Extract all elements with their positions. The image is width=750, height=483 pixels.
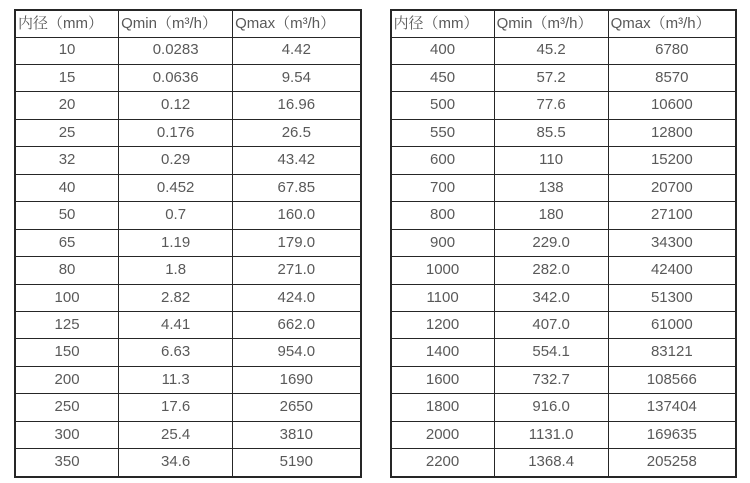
table-cell: 1000 — [391, 257, 495, 284]
table-cell: 9.54 — [233, 64, 361, 91]
table-cell: 137404 — [608, 394, 736, 421]
table-cell: 4.41 — [119, 312, 233, 339]
table-row — [391, 339, 737, 366]
table-cell: 1.8 — [119, 257, 233, 284]
table-cell: 1.19 — [119, 229, 233, 256]
table-cell: 25.4 — [119, 421, 233, 448]
table-cell: 1690 — [233, 366, 361, 393]
table-row — [15, 37, 361, 64]
table-row — [15, 421, 361, 448]
table-row — [391, 284, 737, 311]
table-cell: 1400 — [391, 339, 495, 366]
table-cell: 5190 — [233, 449, 361, 477]
table-row — [391, 421, 737, 448]
table-cell: 100 — [15, 284, 119, 311]
table-cell: 200 — [15, 366, 119, 393]
table-cell: 45.2 — [494, 37, 608, 64]
table-row — [15, 92, 361, 119]
table-cell: 11.3 — [119, 366, 233, 393]
table-row — [15, 202, 361, 229]
table-cell: 450 — [391, 64, 495, 91]
table-cell: 25 — [15, 119, 119, 146]
table-cell: 350 — [15, 449, 119, 477]
table-row — [391, 202, 737, 229]
table-row — [391, 119, 737, 146]
table-cell: 50 — [15, 202, 119, 229]
table-row — [15, 339, 361, 366]
table-cell: 180 — [494, 202, 608, 229]
table-cell: 1200 — [391, 312, 495, 339]
table-cell: 1100 — [391, 284, 495, 311]
table-row — [391, 366, 737, 393]
table-cell: 0.12 — [119, 92, 233, 119]
table-row — [15, 64, 361, 91]
table-body — [15, 37, 361, 477]
table-cell: 160.0 — [233, 202, 361, 229]
header-qmin: Qmin（m³/h） — [119, 10, 233, 37]
table-cell: 662.0 — [233, 312, 361, 339]
table-cell: 1600 — [391, 366, 495, 393]
table-cell: 4.42 — [233, 37, 361, 64]
table-cell: 0.0283 — [119, 37, 233, 64]
table-row — [15, 366, 361, 393]
table-cell: 554.1 — [494, 339, 608, 366]
table-cell: 6.63 — [119, 339, 233, 366]
flow-table-large-diameters — [390, 9, 738, 478]
table-row — [391, 229, 737, 256]
table-cell: 342.0 — [494, 284, 608, 311]
table-cell: 2650 — [233, 394, 361, 421]
table-cell: 400 — [391, 37, 495, 64]
table-cell: 6780 — [608, 37, 736, 64]
table-cell: 2200 — [391, 449, 495, 477]
table-cell: 1368.4 — [494, 449, 608, 477]
table-row — [391, 37, 737, 64]
table-cell: 42400 — [608, 257, 736, 284]
table-cell: 57.2 — [494, 64, 608, 91]
table-cell: 10 — [15, 37, 119, 64]
table-row — [391, 312, 737, 339]
flow-table-small-diameters — [14, 9, 362, 478]
table-row — [15, 119, 361, 146]
table-header-row — [391, 10, 737, 37]
table-cell: 125 — [15, 312, 119, 339]
table-cell: 10600 — [608, 92, 736, 119]
table-cell: 27100 — [608, 202, 736, 229]
table-cell: 65 — [15, 229, 119, 256]
table-row — [391, 394, 737, 421]
table-row — [391, 64, 737, 91]
table-row — [15, 257, 361, 284]
table-row — [391, 449, 737, 477]
table-cell: 51300 — [608, 284, 736, 311]
table-cell: 15 — [15, 64, 119, 91]
table-cell: 85.5 — [494, 119, 608, 146]
table-cell: 0.452 — [119, 174, 233, 201]
table-cell: 8570 — [608, 64, 736, 91]
table-cell: 110 — [494, 147, 608, 174]
table-cell: 500 — [391, 92, 495, 119]
table-cell: 80 — [15, 257, 119, 284]
table-row — [391, 92, 737, 119]
table-cell: 43.42 — [233, 147, 361, 174]
header-qmax: Qmax（m³/h） — [233, 10, 361, 37]
table-cell: 40 — [15, 174, 119, 201]
table-cell: 20700 — [608, 174, 736, 201]
table-cell: 2.82 — [119, 284, 233, 311]
table-cell: 1131.0 — [494, 421, 608, 448]
table-cell: 550 — [391, 119, 495, 146]
table-cell: 916.0 — [494, 394, 608, 421]
table-cell: 600 — [391, 147, 495, 174]
table-header-row — [15, 10, 361, 37]
table-cell: 138 — [494, 174, 608, 201]
table-row — [15, 394, 361, 421]
table-body — [391, 37, 737, 477]
table-cell: 954.0 — [233, 339, 361, 366]
table-cell: 205258 — [608, 449, 736, 477]
table-cell: 271.0 — [233, 257, 361, 284]
table-cell: 900 — [391, 229, 495, 256]
table-row — [15, 312, 361, 339]
table-cell: 300 — [15, 421, 119, 448]
table-row — [15, 229, 361, 256]
table-cell: 700 — [391, 174, 495, 201]
table-cell: 150 — [15, 339, 119, 366]
table-cell: 407.0 — [494, 312, 608, 339]
table-cell: 34300 — [608, 229, 736, 256]
table-cell: 800 — [391, 202, 495, 229]
table-cell: 732.7 — [494, 366, 608, 393]
table-cell: 34.6 — [119, 449, 233, 477]
table-row — [391, 147, 737, 174]
table-cell: 229.0 — [494, 229, 608, 256]
header-inner-diameter: 内径（mm） — [15, 10, 119, 37]
table-cell: 250 — [15, 394, 119, 421]
table-row — [15, 174, 361, 201]
table-cell: 2000 — [391, 421, 495, 448]
table-cell: 26.5 — [233, 119, 361, 146]
table-cell: 3810 — [233, 421, 361, 448]
header-inner-diameter: 内径（mm） — [391, 10, 495, 37]
table-cell: 0.29 — [119, 147, 233, 174]
table-row — [391, 257, 737, 284]
table-cell: 0.176 — [119, 119, 233, 146]
table-cell: 169635 — [608, 421, 736, 448]
table-cell: 61000 — [608, 312, 736, 339]
table-cell: 20 — [15, 92, 119, 119]
table-cell: 15200 — [608, 147, 736, 174]
table-cell: 16.96 — [233, 92, 361, 119]
header-qmin: Qmin（m³/h） — [494, 10, 608, 37]
table-cell: 12800 — [608, 119, 736, 146]
table-cell: 17.6 — [119, 394, 233, 421]
table-row — [15, 449, 361, 477]
table-cell: 1800 — [391, 394, 495, 421]
table-cell: 67.85 — [233, 174, 361, 201]
table-cell: 424.0 — [233, 284, 361, 311]
table-row — [15, 284, 361, 311]
table-row — [391, 174, 737, 201]
table-row — [15, 147, 361, 174]
table-cell: 77.6 — [494, 92, 608, 119]
table-cell: 32 — [15, 147, 119, 174]
table-cell: 0.0636 — [119, 64, 233, 91]
table-cell: 108566 — [608, 366, 736, 393]
header-qmax: Qmax（m³/h） — [608, 10, 736, 37]
table-cell: 0.7 — [119, 202, 233, 229]
table-cell: 83121 — [608, 339, 736, 366]
table-cell: 179.0 — [233, 229, 361, 256]
table-cell: 282.0 — [494, 257, 608, 284]
